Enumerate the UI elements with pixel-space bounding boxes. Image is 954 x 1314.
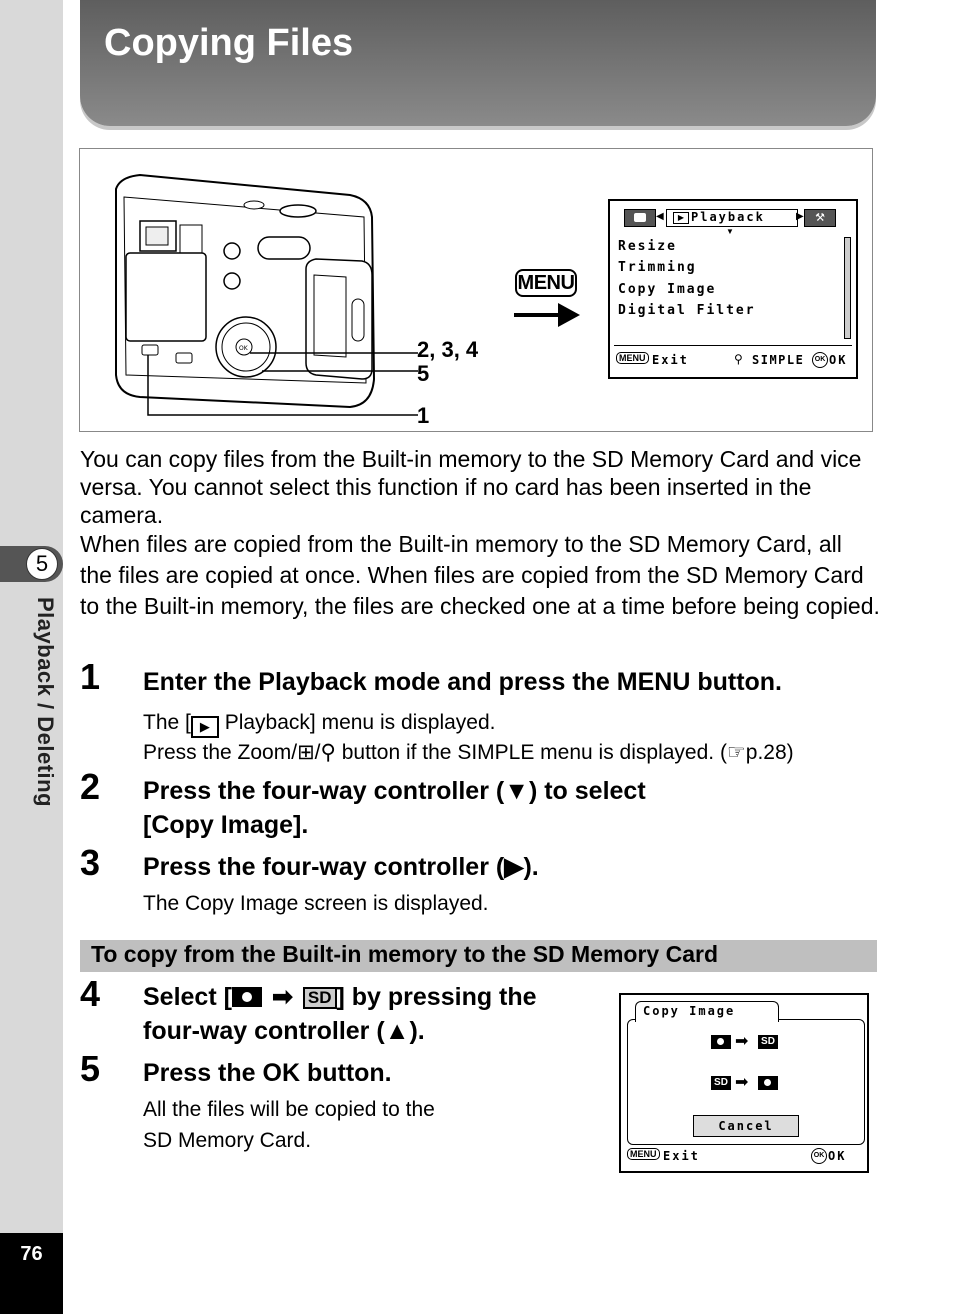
- arrow-icon: ➡: [271, 983, 293, 1011]
- sd-card-icon[interactable]: SD: [758, 1035, 778, 1049]
- menu-key-icon: MENU: [616, 352, 649, 364]
- sd-card-icon: SD: [303, 987, 337, 1009]
- ok-key-icon: OK: [812, 352, 828, 368]
- menu-item-digital-filter: Digital Filter: [618, 303, 756, 318]
- camera-icon: [232, 987, 262, 1007]
- arrow-right-icon: [512, 301, 582, 329]
- down-pointer-icon: ▼: [726, 227, 734, 236]
- tab-left-arrow-icon: ◀: [656, 211, 664, 222]
- svg-text:OK: OK: [239, 345, 248, 352]
- footer-divider: [614, 345, 852, 346]
- step-5-body-1: All the files will be copied to the: [143, 1098, 435, 1121]
- step-5-title: Press the OK button.: [143, 1059, 392, 1087]
- camera-figure: [79, 148, 873, 432]
- chapter-label: Playback / Deleting: [33, 597, 58, 808]
- footer-ok: OK: [828, 1149, 847, 1163]
- menu-key-icon: MENU: [627, 1148, 660, 1160]
- playback-icon: ▶: [191, 716, 219, 738]
- step-3-title: Press the four-way controller (▶).: [143, 853, 539, 881]
- step-3-body: The Copy Image screen is displayed.: [143, 892, 489, 915]
- intro-paragraph-2: When files are copied from the Built-in memory to the SD Memory Card, all the files are copied at once. When files are copied from the SD Memory Card to the Built-in memory, the files are checked one at a time before being copied.: [80, 531, 880, 619]
- ok-key-icon: OK: [811, 1148, 827, 1164]
- playback-tab: [666, 209, 798, 227]
- callout-5: 5: [417, 361, 430, 386]
- step-2-title: Press the four-way controller (▼) to select [Copy Image].: [143, 777, 646, 839]
- tab-right-arrow-icon: ▶: [796, 211, 804, 222]
- menu-item-resize: Resize: [618, 239, 677, 254]
- arrow-icon: ➡: [735, 1074, 749, 1091]
- step-3-number: 3: [80, 842, 101, 883]
- step-4-title: Select [ ➡ SD ] by pressing the four-way controller (▲).: [143, 980, 537, 1048]
- camera-icon[interactable]: [711, 1035, 731, 1049]
- callout-2-3-4: 2, 3, 4: [417, 337, 479, 362]
- step-4-number: 4: [80, 973, 101, 1014]
- arrow-icon: ➡: [735, 1033, 749, 1050]
- step-5-number: 5: [80, 1048, 101, 1089]
- chapter-number: 5: [26, 548, 58, 580]
- setup-tab-icon: ⚒: [804, 209, 836, 227]
- footer-simple: SIMPLE: [752, 353, 805, 367]
- page-ref-icon: ☞: [726, 741, 746, 764]
- page-number: 76: [20, 1243, 43, 1265]
- playback-menu-screen: [608, 199, 858, 379]
- menu-button-icon: MENU: [515, 269, 577, 297]
- section-title: To copy from the Built-in memory to the SD Memory Card: [91, 941, 719, 967]
- menu-item-trimming: Trimming: [618, 260, 697, 275]
- playback-icon: ▶: [673, 212, 689, 224]
- step-1-number: 1: [80, 656, 101, 697]
- thumbnail-icon: ⊞: [297, 741, 315, 764]
- footer-exit: Exit: [652, 353, 689, 367]
- copy-image-screen: [619, 993, 869, 1173]
- cancel-button[interactable]: Cancel: [693, 1115, 799, 1137]
- step-1-title: Enter the Playback mode and press the MENU button.: [143, 668, 783, 696]
- up-arrow-icon: ▲: [384, 1017, 410, 1045]
- menu-item-copy-image: Copy Image: [618, 282, 717, 297]
- step-2-number: 2: [80, 766, 101, 807]
- step-1-line-2: Press the Zoom/⊞/⚲ button if the SIMPLE menu is displayed. (☞p.28): [143, 741, 794, 764]
- footer-exit: Exit: [663, 1149, 700, 1163]
- callout-1: 1: [417, 403, 430, 428]
- copy-screen-title: Copy Image: [643, 1004, 736, 1018]
- camera-illustration: [80, 149, 500, 431]
- down-arrow-icon: ▼: [504, 777, 529, 805]
- playback-tab-label: Playback: [691, 210, 765, 224]
- camera-tab-icon: [624, 209, 656, 227]
- sd-card-icon[interactable]: SD: [711, 1076, 731, 1090]
- step-5-body-2: SD Memory Card.: [143, 1129, 312, 1152]
- zoom-icon: ⚲: [320, 741, 336, 764]
- camera-icon[interactable]: [758, 1076, 778, 1090]
- zoom-icon: ⚲: [734, 352, 743, 366]
- footer-ok: OK: [829, 353, 848, 367]
- step-1-line-1: The [ ▶ Playback] menu is displayed.: [143, 707, 496, 738]
- scrollbar: [844, 237, 851, 339]
- intro-paragraph-1: You can copy files from the Built-in memory to the SD Memory Card and vice versa. You cannot select this function if no card has been inserted in the camera.: [80, 446, 862, 528]
- right-arrow-icon: ▶: [504, 853, 524, 881]
- page-title: Copying Files: [104, 22, 354, 64]
